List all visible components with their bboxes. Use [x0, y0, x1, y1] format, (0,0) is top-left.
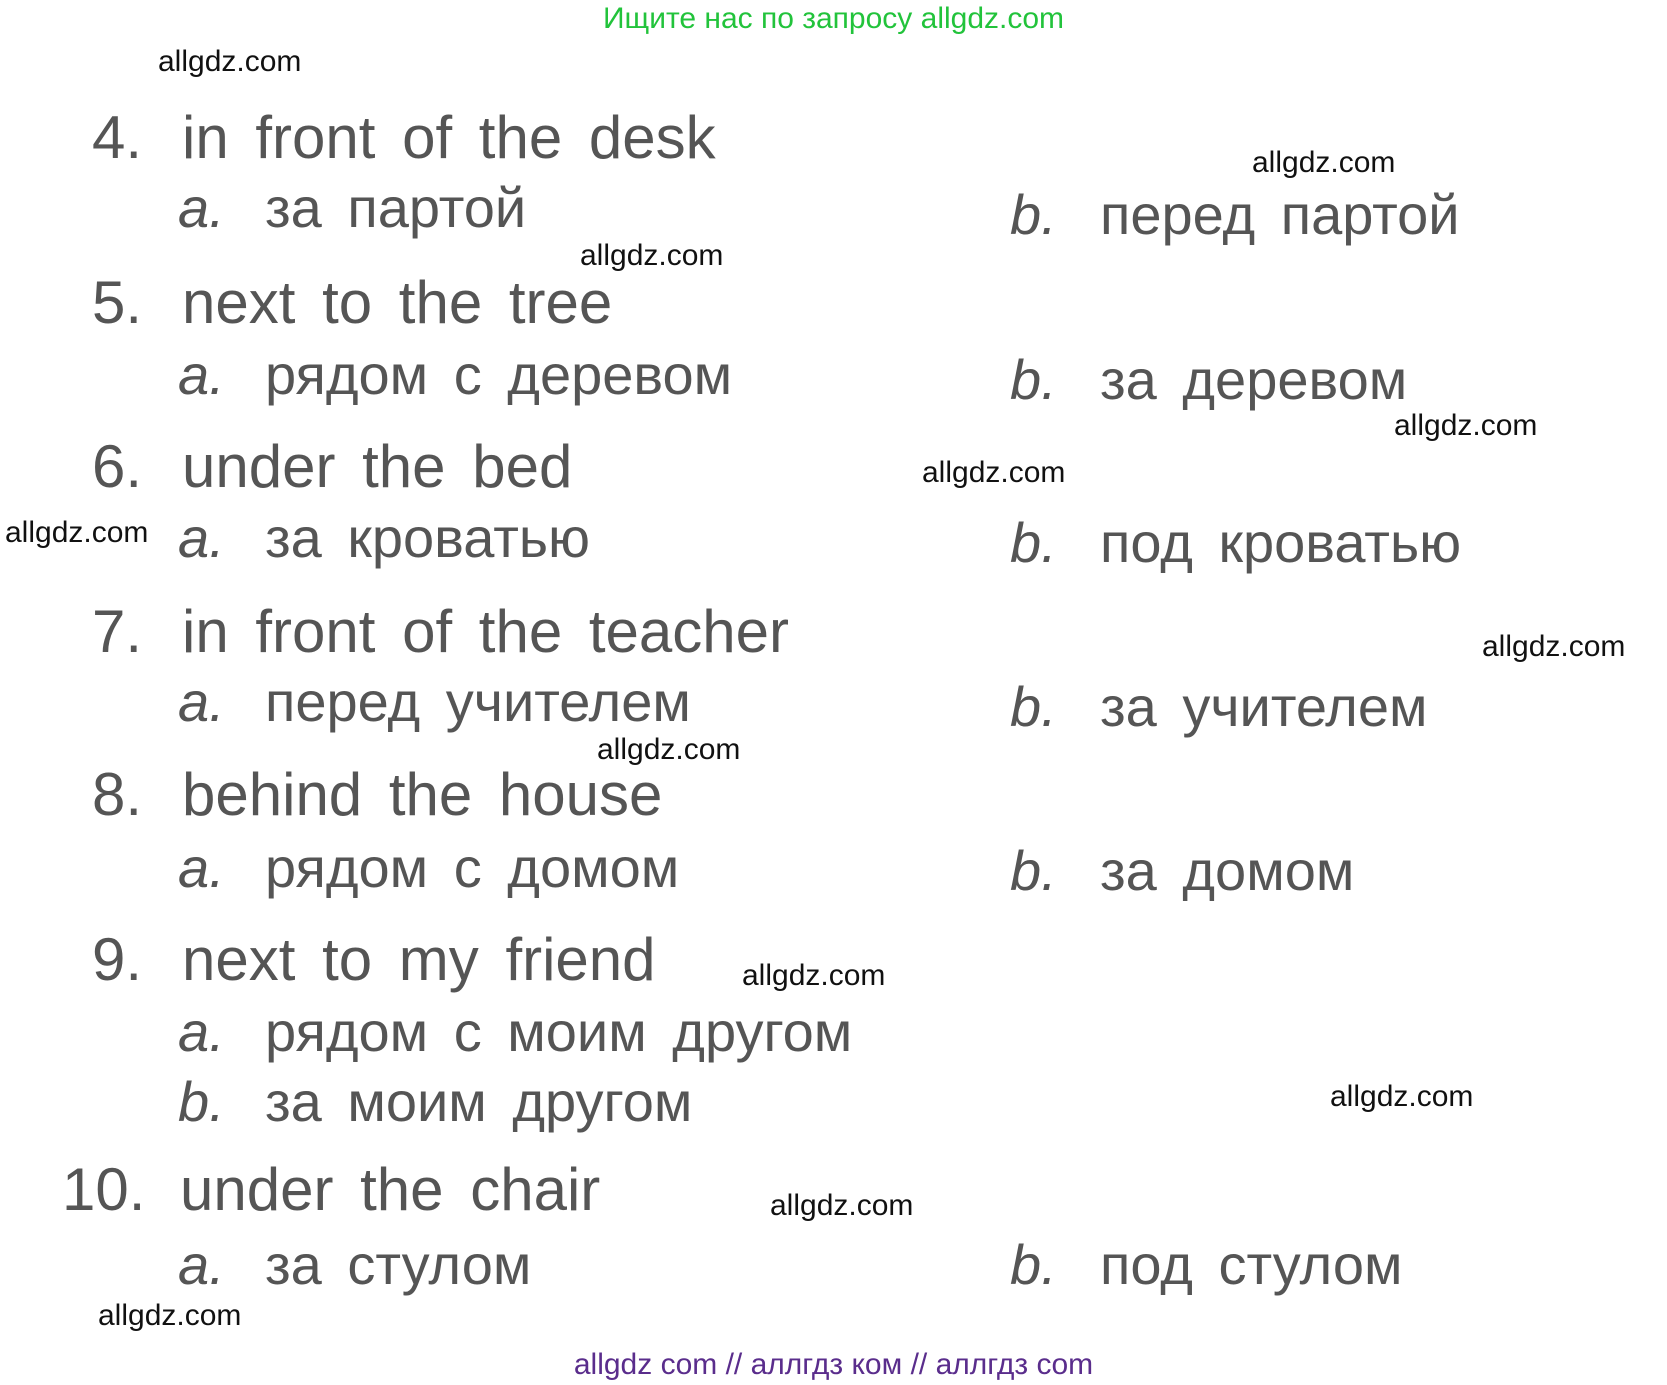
- item-number: 8.: [92, 761, 143, 828]
- item-number: 9.: [92, 926, 143, 993]
- watermark: allgdz.com: [98, 1299, 242, 1332]
- watermark: allgdz.com: [742, 959, 886, 992]
- item-phrase: in front of the teacher: [182, 598, 790, 665]
- option-b-letter: b.: [1010, 511, 1057, 574]
- option-a-letter: a.: [178, 1000, 225, 1063]
- watermark: allgdz.com: [1482, 630, 1626, 663]
- item-number: 7.: [92, 598, 143, 665]
- option-a-text: рядом с домом: [265, 836, 680, 899]
- option-b-letter: b.: [1010, 1233, 1057, 1296]
- watermark: allgdz.com: [1394, 409, 1538, 442]
- option-b-text: перед партой: [1100, 183, 1460, 246]
- item-number: 6.: [92, 433, 143, 500]
- option-b-text: за домом: [1100, 839, 1355, 902]
- watermark: allgdz.com: [158, 45, 302, 78]
- option-a-text: рядом с деревом: [265, 343, 733, 406]
- option-a-letter: a.: [178, 836, 225, 899]
- bottom-banner: allgdz com // аллгдз ком // аллгдз com: [573, 1348, 1094, 1381]
- option-a-letter: a.: [178, 506, 225, 569]
- option-b-letter: b.: [1010, 348, 1057, 411]
- option-b-letter: b.: [1010, 183, 1057, 246]
- option-b-text: под кроватью: [1100, 511, 1462, 574]
- option-a-letter: a.: [178, 176, 225, 239]
- option-a-letter: a.: [178, 670, 225, 733]
- option-b-letter: b.: [1010, 675, 1057, 738]
- top-banner: Ищите нас по запросу allgdz.com: [602, 2, 1065, 35]
- option-b-text: за моим другом: [265, 1070, 693, 1133]
- watermark: allgdz.com: [597, 733, 741, 766]
- watermark: allgdz.com: [770, 1189, 914, 1222]
- item-phrase: under the bed: [182, 433, 573, 500]
- option-b-letter: b.: [1010, 839, 1057, 902]
- item-phrase: in front of the desk: [182, 104, 716, 171]
- option-a-text: за кроватью: [265, 506, 591, 569]
- option-a-text: перед учителем: [265, 670, 691, 733]
- option-b-text: за деревом: [1100, 348, 1408, 411]
- watermark: allgdz.com: [580, 239, 724, 272]
- option-a-text: за стулом: [265, 1233, 532, 1296]
- option-b-text: за учителем: [1100, 675, 1428, 738]
- item-phrase: next to my friend: [182, 926, 656, 993]
- option-b-text: под стулом: [1100, 1233, 1403, 1296]
- option-a-text: рядом с моим другом: [265, 1000, 853, 1063]
- item-number: 4.: [92, 104, 143, 171]
- item-phrase: under the chair: [180, 1156, 601, 1223]
- watermark: allgdz.com: [922, 456, 1066, 489]
- option-a-letter: a.: [178, 1233, 225, 1296]
- option-a-text: за партой: [265, 176, 527, 239]
- watermark: allgdz.com: [5, 516, 149, 549]
- item-phrase: behind the house: [182, 761, 663, 828]
- item-number: 5.: [92, 269, 143, 336]
- item-number: 10.: [62, 1156, 146, 1223]
- watermark: allgdz.com: [1330, 1080, 1474, 1113]
- option-b-letter: b.: [178, 1070, 225, 1133]
- option-a-letter: a.: [178, 343, 225, 406]
- watermark: allgdz.com: [1252, 146, 1396, 179]
- item-phrase: next to the tree: [182, 269, 613, 336]
